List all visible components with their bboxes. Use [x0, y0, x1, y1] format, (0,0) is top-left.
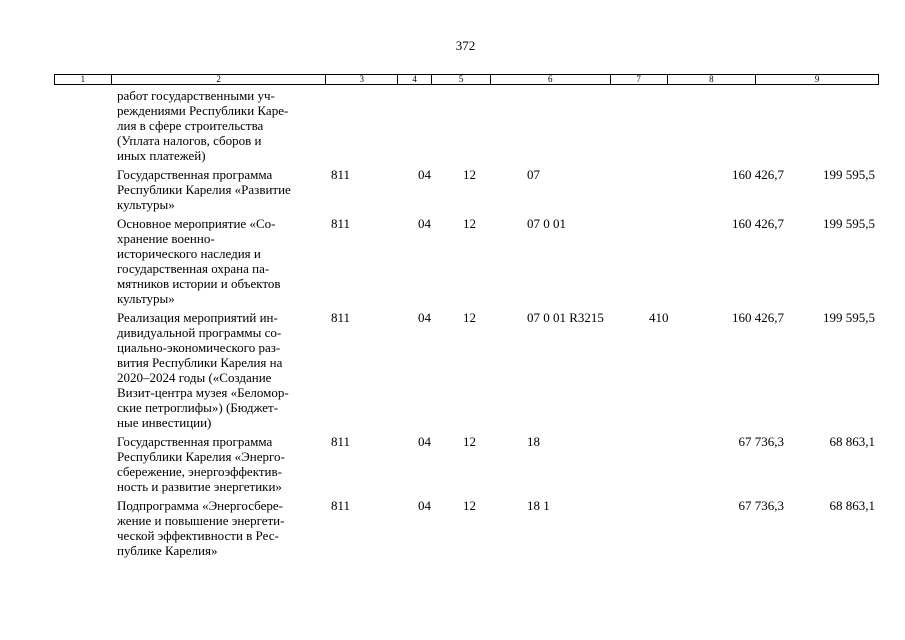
- header-col-5: 5: [432, 75, 491, 84]
- row-col-4: 04: [418, 216, 431, 231]
- table-body: [0, 88, 905, 558]
- row-col-6: 07 0 01 R3215: [527, 310, 604, 325]
- header-col-1: 1: [55, 75, 112, 84]
- header-col-2: 2: [112, 75, 326, 84]
- row-col-8: 67 736,3: [738, 434, 784, 449]
- row-col-5: 12: [463, 498, 476, 513]
- header-col-8: 8: [668, 75, 757, 84]
- header-col-3: 3: [326, 75, 398, 84]
- row-col-5: 12: [463, 216, 476, 231]
- row-col-8: 160 426,7: [732, 310, 784, 325]
- table-row: [0, 498, 905, 558]
- table-row: [0, 434, 905, 494]
- row-name: Основное мероприятие «Со- хранение военно- исторического наследия и государственная охрана па- мятников истории и объектов культуры»: [117, 216, 281, 306]
- row-col-5: 12: [463, 310, 476, 325]
- row-col-4: 04: [418, 167, 431, 182]
- row-col-9: 68 863,1: [829, 498, 875, 513]
- row-col-7: 410: [649, 310, 669, 325]
- row-col-8: 160 426,7: [732, 216, 784, 231]
- table-row: [0, 310, 905, 430]
- table-row: [0, 216, 905, 306]
- row-col-6: 18: [527, 434, 540, 449]
- row-col-4: 04: [418, 498, 431, 513]
- row-col-6: 18 1: [527, 498, 550, 513]
- row-name: работ государственными уч- реждениями Республики Каре- лия в сфере строительства (Уплата налогов, сборов и иных платежей): [117, 88, 289, 163]
- header-col-9: 9: [814, 74, 820, 84]
- row-col-8: 160 426,7: [732, 167, 784, 182]
- header-col-7: 7: [611, 75, 668, 84]
- row-name: Государственная программа Республики Карелия «Энерго- сбережение, энергоэффектив- ность и развитие энергетики»: [117, 434, 285, 494]
- row-col-8: 67 736,3: [738, 498, 784, 513]
- row-col-9: 199 595,5: [823, 167, 875, 182]
- row-col-5: 12: [463, 434, 476, 449]
- row-col-6: 07: [527, 167, 540, 182]
- header-col-4: 4: [398, 75, 432, 84]
- row-col-3: 811: [331, 167, 351, 182]
- row-col-3: 811: [331, 216, 351, 231]
- table-row: [0, 88, 905, 163]
- row-name: Подпрограмма «Энергосбере- жение и повышение энергети- ческой эффективности в Рес- публике Карелия»: [117, 498, 285, 558]
- row-col-4: 04: [418, 310, 431, 325]
- row-col-9: 199 595,5: [823, 216, 875, 231]
- table-row: [0, 167, 905, 212]
- table-header-row: [54, 74, 879, 85]
- row-col-9: 68 863,1: [829, 434, 875, 449]
- page-number: 372: [455, 38, 476, 53]
- row-col-3: 811: [331, 498, 351, 513]
- header-col-6: 6: [491, 75, 611, 84]
- row-col-4: 04: [418, 434, 431, 449]
- row-col-5: 12: [463, 167, 476, 182]
- row-name: Государственная программа Республики Карелия «Развитие культуры»: [117, 167, 291, 212]
- row-col-3: 811: [331, 310, 351, 325]
- row-col-3: 811: [331, 434, 351, 449]
- row-col-9: 199 595,5: [823, 310, 875, 325]
- row-name: Реализация мероприятий ин- дивидуальной программы со- циально-экономического раз- вития Республики Карелия на 2020–2024 годы («Создание Визит-центра музея «Беломор- ские петроглифы») (Бюджет- ные инвестиции): [117, 310, 289, 430]
- row-col-6: 07 0 01: [527, 216, 566, 231]
